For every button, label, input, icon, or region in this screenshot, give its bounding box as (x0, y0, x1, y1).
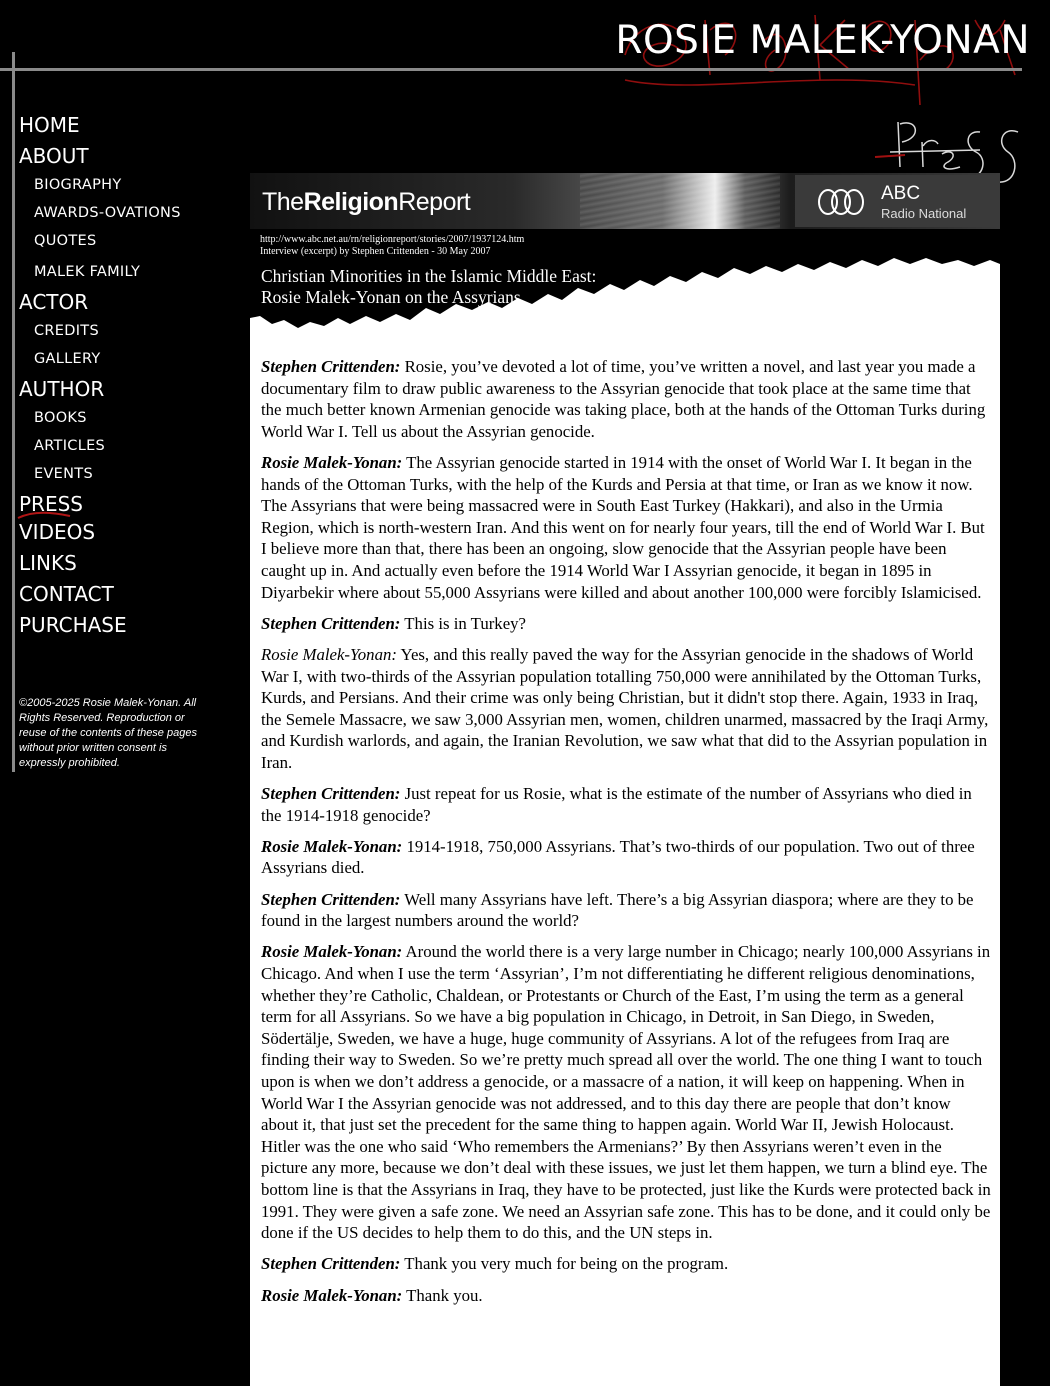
abc-radio-national-logo (795, 175, 1000, 227)
speaker-text: Well many Assyrians have left. There’s a big Assyrian diaspora; where are they to be found in the largest numbers around the world? (261, 889, 974, 931)
banner-title-the: The (262, 188, 304, 216)
speaker-text: Around the world there is a very large number in Chicago; nearly 100,000 Assyrians in Chicago. And when I use the term ‘Assyrian’, I’m not differentiating he different religious denominations, whether they’re Catholic, Chaldean, or Protestants or Church of the East, I’m using the term as a general term for all Assyrians. So we have a big population in Chicago, in Detroit, in San Diego, in Sweden, Södertälje, Sweden, we have a huge, huge community of Assyrians. A lot of the refugees from Iraq are finding their way to Sweden. So we’re pretty much spread all over the world. The one thing I want to touch upon is when we don’t address a genocide, or a massacre of a nation, it will keep on happening. When in World War I the Assyrian genocide was not addressed, and to this day there are people that don’t know about it, that just set the precedent for the same thing to happen again. World War II, Jewish Holocaust. Hitler was the one who said ‘Who remembers the Armenians?’ By then Assyrians weren’t even in the picture any more, because we don’t deal with these issues, we just let them happen, we turn a blind eye. The bottom line is that the Assyrians in Iraq, they have to be protected, just like the Kurds were protected back in 1991. They were given a safe zone. We need an Assyrian safe zone. This has to be done, and it could only be done if the US decides to help them to do this, and the UN steps in. (261, 942, 991, 1243)
copyright-notice: ©2005-2025 Rosie Malek-Yonan. All Rights Reserved. Reproduction or reuse of the contents of these pages without prior written consent is expressly prohibited. (19, 697, 197, 769)
transcript-paragraph (261, 356, 991, 442)
nav-videos[interactable]: VIDEOS (19, 520, 96, 544)
nav-articles[interactable]: ARTICLES (34, 438, 106, 454)
transcript-paragraph (261, 452, 991, 603)
nav-home[interactable]: HOME (19, 113, 80, 137)
nav-author[interactable]: AUTHOR (19, 377, 105, 401)
nav-credits[interactable]: CREDITS (34, 323, 99, 339)
banner-title-religion: Religion (303, 188, 399, 216)
transcript-paragraph (261, 889, 991, 932)
abc-subtitle: Radio National (881, 206, 967, 221)
transcript-paragraph (261, 1285, 991, 1307)
interview-transcript (261, 356, 991, 1316)
speaker-text: Thank you. (402, 1285, 483, 1305)
speaker-name: Rosie Malek-Yonan: (261, 836, 403, 856)
speaker-name: Rosie Malek-Yonan: (261, 1285, 403, 1305)
nav-awards-ovations[interactable]: AWARDS-OVATIONS (34, 205, 181, 221)
nav-links[interactable]: LINKS (19, 551, 77, 575)
speaker-text: The Assyrian genocide started in 1914 with the onset of World War I. It began in the hands of the Ottoman Turks, with the help of the Kurds and Persia at that time, or Iran as we know it now. The Assyrians that were being massacred were in South East Turkey (Hakkari), and also in the Urmia Region, which is north-western Iran. And this went on for nearly four years, till the end of World War I. But I believe more than that, there has been an ongoing, slow genocide that the Assyrian people have been caught up in. And actually even before the 1914 World War I Assyrian genocide, it began in 1895 in Diyarbekir where about 55,000 Assyrians were killed and about another 100,000 were forcibly Islamicised. (261, 452, 985, 602)
nav-biography[interactable]: BIOGRAPHY (34, 177, 122, 193)
speaker-name: Rosie Malek-Yonan: (261, 942, 403, 962)
transcript-paragraph (261, 1253, 991, 1275)
article-title-line2: Rosie Malek-Yonan on the Assyrians (261, 287, 521, 307)
site-title[interactable]: ROSIE MALEK-YONAN (615, 18, 1030, 63)
press-section-text: PRESS (870, 99, 925, 116)
nav-contact[interactable]: CONTACT (19, 582, 114, 606)
source-byline: Interview (excerpt) by Stephen Crittenden - 30 May 2007 (260, 246, 491, 257)
speaker-text: Yes, and this really paved the way for the Assyrian genocide in the shadows of World War I, with two-thirds of the Assyrian population totalling 750,000 were annihilated by the Ottoman Turks, Kurds, and Persians. And their crime was only being Christian, but it didn't stop there. Again, 1933 in Iraq, the Semele Massacre, we saw 3,000 Assyrian men, women, children unarmed, massacred by the Iraqi Army, and Kurdish warlords, and again, the Iranian Revolution, we saw what that did to the Assyrian population in Iran. (261, 644, 989, 772)
speaker-name: Stephen Crittenden: (261, 357, 401, 376)
article-title (261, 266, 596, 308)
religion-report-banner[interactable] (250, 173, 1000, 229)
article-title-line1: Christian Minorities in the Islamic Middle East: (261, 266, 597, 286)
nav-purchase[interactable]: PURCHASE (19, 613, 127, 637)
speaker-name: Stephen Crittenden: (261, 784, 401, 804)
speaker-name: Rosie Malek-Yonan: (261, 452, 403, 472)
source-url[interactable]: http://www.abc.net.au/rn/religionreport/stories/2007/1937124.htm (260, 234, 525, 245)
transcript-paragraph (261, 783, 991, 826)
speaker-name: Stephen Crittenden: (261, 613, 401, 633)
nav-gallery[interactable]: GALLERY (34, 351, 101, 367)
transcript-paragraph (261, 644, 991, 774)
abc-lissajous-icon (815, 187, 867, 217)
speaker-text: Just repeat for us Rosie, what is the estimate of the number of Assyrians who died in the 1914-1918 genocide? (261, 784, 972, 825)
speaker-text: Thank you very much for being on the program. (400, 1254, 729, 1274)
transcript-paragraph (261, 613, 991, 635)
transcript-paragraph (261, 941, 991, 1243)
nav-quotes[interactable]: QUOTES (34, 233, 97, 249)
nav-press[interactable]: PRESS (19, 492, 83, 516)
abc-name: ABC (881, 183, 921, 204)
banner-title-report: Report (398, 188, 471, 216)
nav-malek-family[interactable]: MALEK FAMILY (34, 264, 141, 280)
speaker-text: Rosie, you’ve devoted a lot of time, you’ve written a novel, and last year you made a documentary film to draw public awareness to the Assyrian genocide that took place at the same time that the much better known Armenian genocide was taking place, both at the hands of the Ottoman Turks during World War I. Tell us about the Assyrian genocide. (261, 357, 986, 441)
speaker-name: Stephen Crittenden: (261, 1254, 401, 1274)
nav-events[interactable]: EVENTS (34, 466, 93, 482)
speaker-text: This is in Turkey? (400, 613, 526, 633)
speaker-text: 1914-1918, 750,000 Assyrians. That’s two-thirds of our population. Two out of three Assyrians died. (261, 836, 975, 878)
header-divider (0, 68, 1022, 71)
nav-about[interactable]: ABOUT (19, 144, 89, 168)
nav-actor[interactable]: ACTOR (19, 290, 89, 314)
nav-books[interactable]: BOOKS (34, 410, 87, 426)
nav-divider (12, 52, 15, 772)
transcript-paragraph (261, 836, 991, 879)
speaker-name: Stephen Crittenden: (261, 889, 401, 909)
speaker-name: Rosie Malek-Yonan: (261, 644, 397, 664)
banner-light-streak (580, 173, 780, 229)
banner-title (262, 188, 470, 217)
